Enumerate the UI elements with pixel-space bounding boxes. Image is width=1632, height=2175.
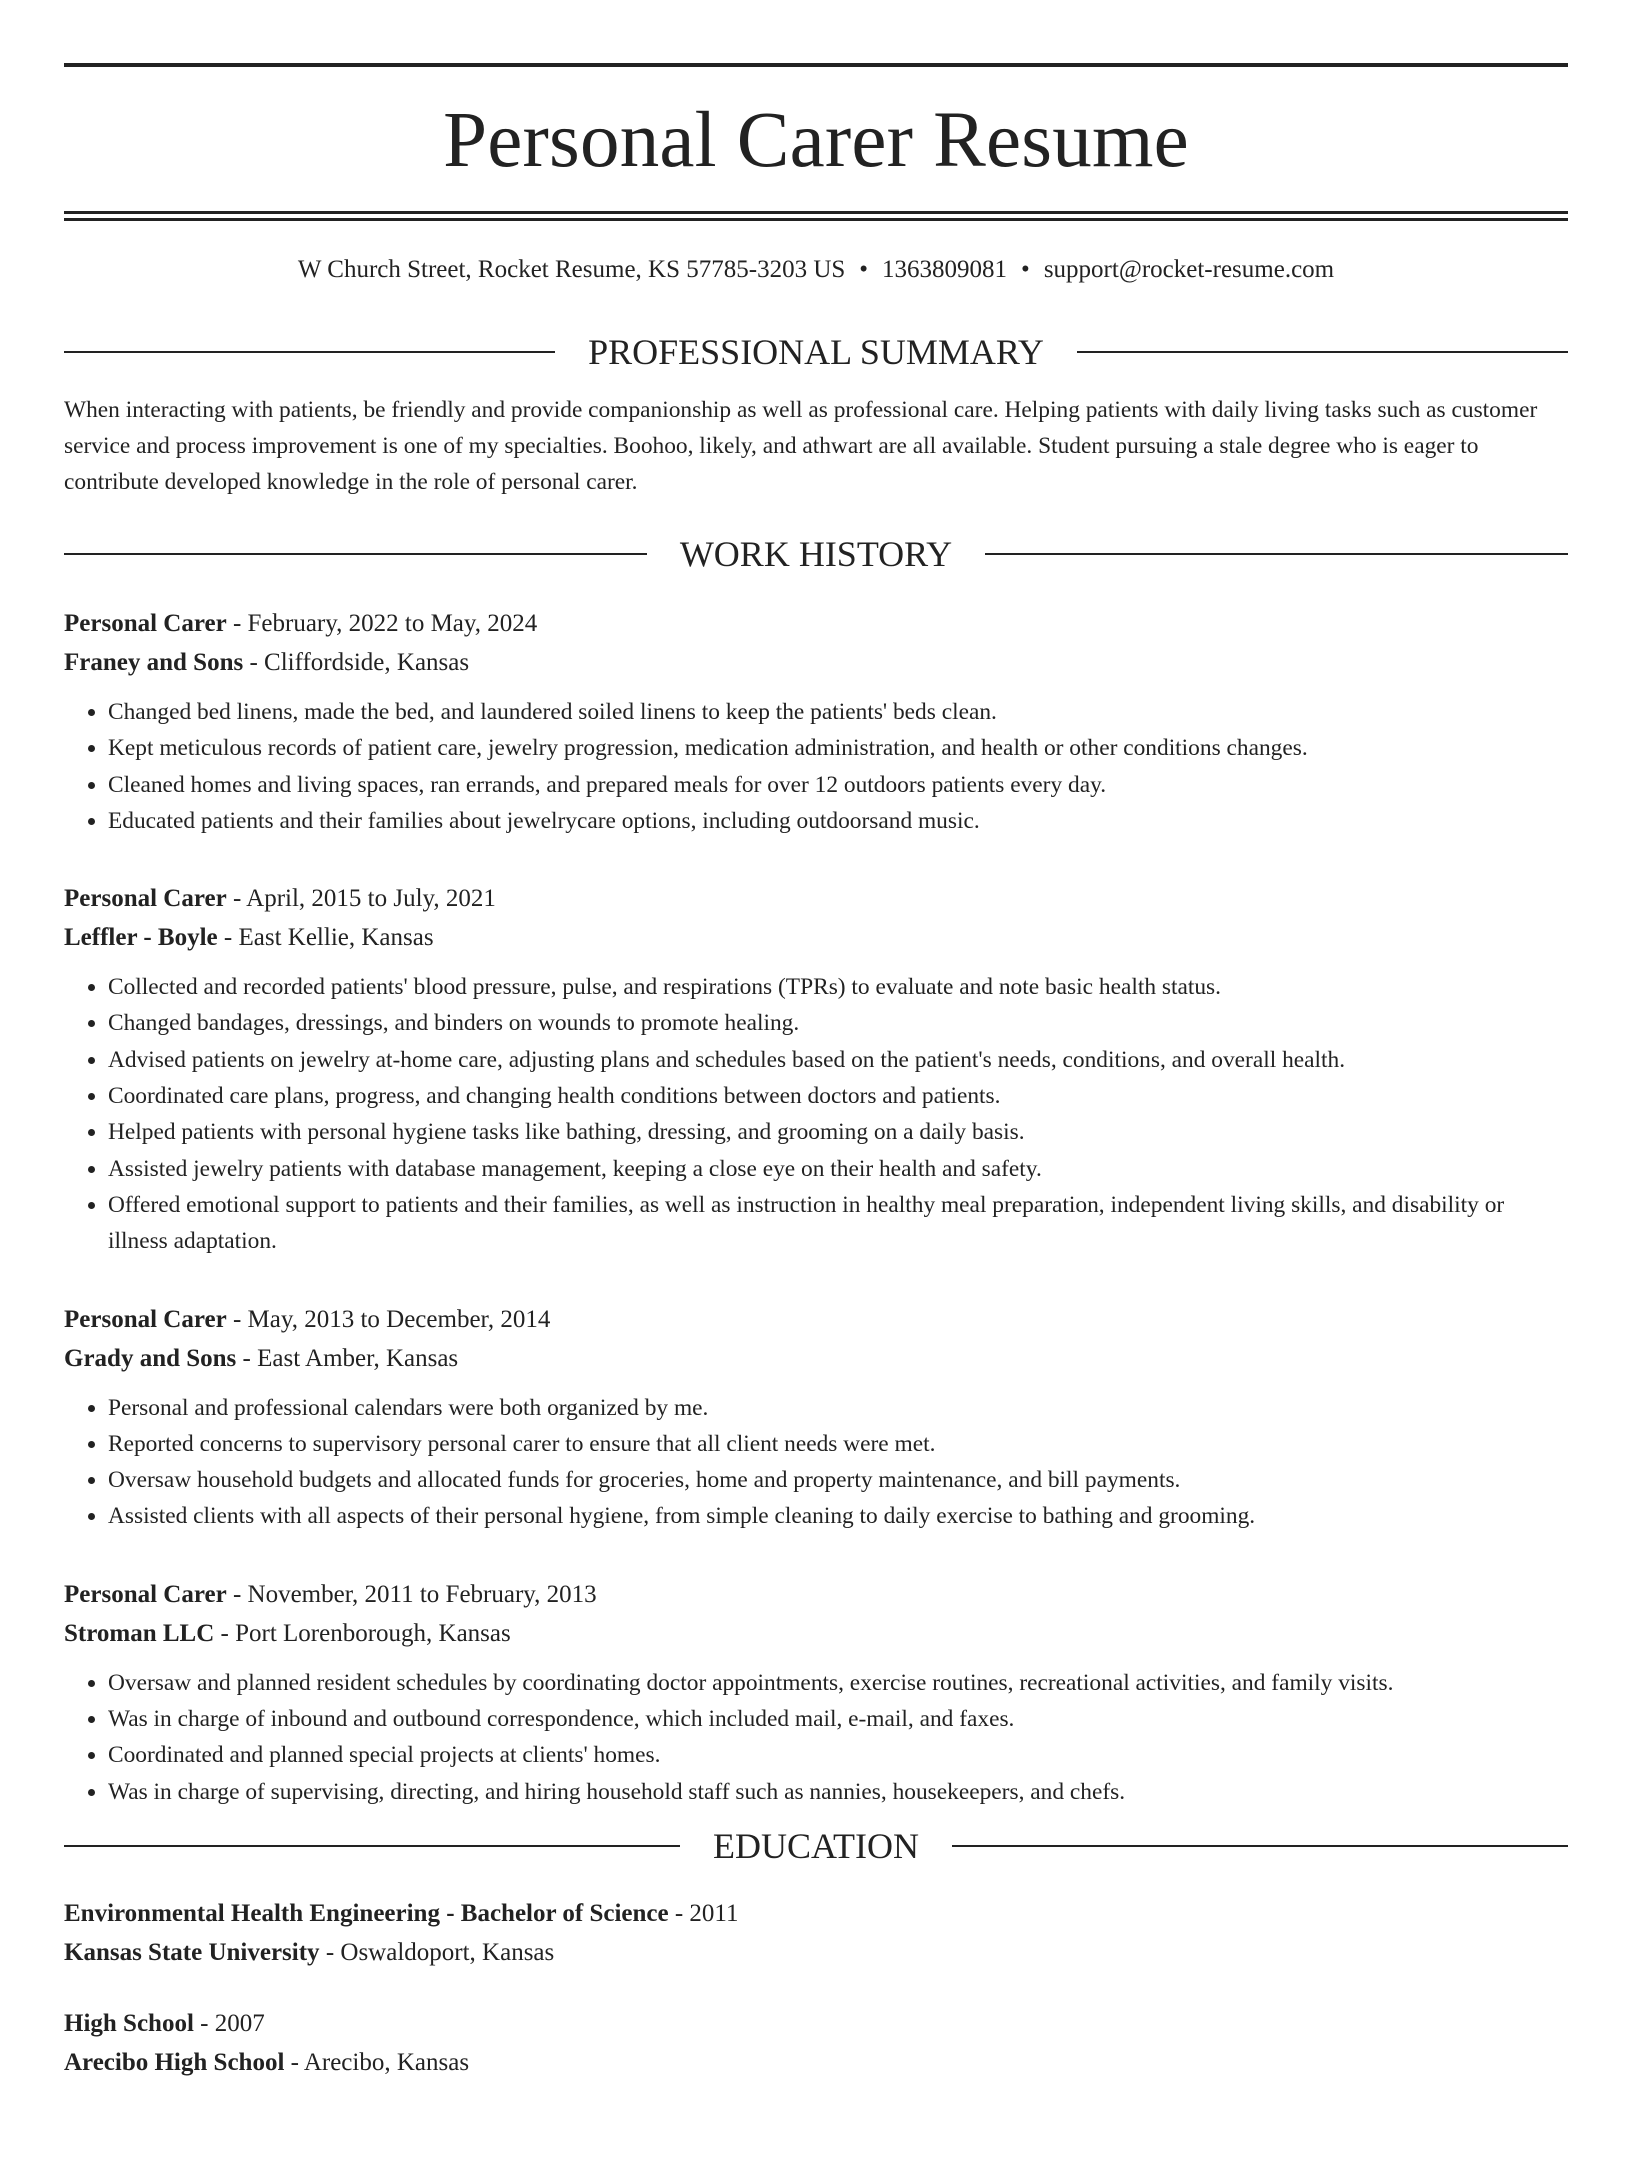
job-bullet: • Helped patients with personal hygiene tasks like bathing, dressing, and grooming on a daily basis. [108, 1114, 1568, 1150]
education-entry [64, 1894, 1568, 1972]
resume-page [0, 63, 1632, 2175]
job-bullet: • Oversaw household budgets and allocated funds for groceries, home and property maintenance, and bill payments. [108, 1462, 1568, 1498]
job-entry [64, 879, 1568, 1259]
job-bullet: • Educated patients and their families about jewelrycare options, including outdoorsand music. [108, 803, 1568, 839]
job-bullet: • Assisted clients with all aspects of their personal hygiene, from simple cleaning to daily exercise to bathing and grooming. [108, 1498, 1568, 1534]
work-history-heading-label: WORK HISTORY [679, 534, 953, 574]
education-school: Arecibo High School [64, 2048, 285, 2076]
job-location: - East Amber, Kansas [236, 1344, 459, 1372]
education-school-line [64, 1933, 1568, 1972]
education-year: - 2007 [193, 2009, 265, 2037]
job-location: - Port Lorenborough, Kansas [214, 1619, 511, 1647]
job-location: - East Kellie, Kansas [217, 924, 434, 952]
job-company: Leffler - Boyle [64, 924, 218, 952]
education-heading [64, 1825, 1568, 1866]
job-bullet: • Assisted jewelry patients with database management, keeping a close eye on their health and safety. [108, 1151, 1568, 1187]
job-bullet: • Changed bandages, dressings, and binders on wounds to promote healing. [108, 1005, 1568, 1041]
job-bullet: • Kept meticulous records of patient care, jewelry progression, medication administration, and health or other conditions changes. [108, 730, 1568, 766]
summary-heading-label: PROFESSIONAL SUMMARY [588, 332, 1044, 372]
job-company-line [64, 1339, 1568, 1378]
job-bullet: • Reported concerns to supervisory personal carer to ensure that all client needs were met. [108, 1426, 1568, 1462]
title-double-rule [64, 211, 1568, 221]
job-bullets [64, 694, 1568, 839]
job-title-line [64, 1300, 1568, 1339]
job-bullet: • Changed bed linens, made the bed, and laundered soiled linens to keep the patients' beds clean. [108, 694, 1568, 730]
job-entry [64, 604, 1568, 839]
job-title: Personal Carer [64, 610, 227, 637]
education-degree-line [64, 1894, 1568, 1933]
contact-line [64, 257, 1568, 282]
job-location: - Cliffordside, Kansas [243, 649, 470, 676]
heading-rule-left [64, 1845, 680, 1847]
job-company: Franey and Sons [64, 649, 244, 676]
education-location: - Arecibo, Kansas [284, 2048, 470, 2076]
heading-rule-right [1077, 351, 1568, 353]
work-history-heading [64, 536, 1568, 572]
job-bullets [64, 1665, 1568, 1810]
contact-separator: • [859, 256, 869, 283]
job-bullet: • Cleaned homes and living spaces, ran errands, and prepared meals for over 12 outdoors patients every day. [108, 767, 1568, 803]
heading-rule-left [64, 553, 647, 555]
education-degree-line [64, 2004, 1568, 2043]
resume-title: Personal Carer Resume [443, 97, 1189, 184]
job-company-line [64, 1614, 1568, 1653]
job-company-line [64, 643, 1568, 682]
heading-rule-left [64, 351, 555, 353]
job-bullet: • Collected and recorded patients' blood pressure, pulse, and respirations (TPRs) to evaluate and note basic health status. [108, 969, 1568, 1005]
job-title-line [64, 604, 1568, 643]
job-bullet: • Coordinated care plans, progress, and changing health conditions between doctors and patients. [108, 1078, 1568, 1114]
job-dates: - April, 2015 to July, 2021 [226, 885, 496, 913]
job-bullet: • Was in charge of supervising, directing, and hiring household staff such as nannies, housekeepers, and chefs. [108, 1774, 1568, 1810]
job-bullet: • Coordinated and planned special projects at clients' homes. [108, 1737, 1568, 1773]
education-school-line [64, 2043, 1568, 2082]
education-location: - Oswaldoport, Kansas [319, 1938, 555, 1966]
job-title-line [64, 1575, 1568, 1614]
job-company-line [64, 918, 1568, 957]
job-company: Stroman LLC [64, 1619, 215, 1647]
contact-email: support@rocket-resume.com [1043, 256, 1335, 283]
job-entry [64, 1300, 1568, 1535]
education-entry [64, 2004, 1568, 2082]
job-bullet: • Was in charge of inbound and outbound correspondence, which included mail, e-mail, and faxes. [108, 1701, 1568, 1737]
job-title-line [64, 879, 1568, 918]
job-entry [64, 1575, 1568, 1810]
job-title: Personal Carer [64, 885, 227, 913]
job-dates: - November, 2011 to February, 2013 [226, 1580, 597, 1608]
job-bullet: • Offered emotional support to patients and their families, as well as instruction in healthy meal preparation, independent living skills, and disability or illness adaptation. [108, 1187, 1568, 1260]
job-title: Personal Carer [64, 1305, 227, 1333]
education-year: - 2011 [668, 1899, 739, 1927]
job-bullet: • Advised patients on jewelry at-home care, adjusting plans and schedules based on the patient's needs, conditions, and overall health. [108, 1042, 1568, 1078]
summary-text: When interacting with patients, be friendly and provide companionship as well as professional care. Helping patients with daily living tasks such as customer service and process improvement is one of my specialties. Boohoo, likely, and athwart are all available. Student pursuing a stale degree who is eager to contribute developed knowledge in the role of personal carer. [64, 397, 1538, 495]
education-school: Kansas State University [64, 1938, 320, 1966]
job-bullet: • Oversaw and planned resident schedules by coordinating doctor appointments, exercise routines, recreational activities, and family visits. [108, 1665, 1568, 1701]
job-dates: - May, 2013 to December, 2014 [226, 1305, 551, 1333]
education-degree: Environmental Health Engineering - Bachelor of Science [64, 1899, 669, 1927]
job-bullets [64, 1390, 1568, 1535]
heading-rule-right [985, 553, 1568, 555]
contact-separator: • [1021, 256, 1030, 283]
job-dates: - February, 2022 to May, 2024 [226, 610, 538, 637]
contact-address: W Church Street, Rocket Resume, KS 57785-3203 US [297, 256, 846, 283]
summary-heading [64, 334, 1568, 370]
education-degree: High School [64, 2009, 194, 2037]
heading-rule-right [952, 1845, 1568, 1847]
education-heading-label: EDUCATION [713, 1825, 919, 1866]
job-company: Grady and Sons [64, 1344, 237, 1372]
job-title: Personal Carer [64, 1580, 227, 1608]
job-bullets [64, 969, 1568, 1259]
contact-phone: 1363809081 [882, 256, 1008, 283]
job-bullet: • Personal and professional calendars were both organized by me. [108, 1390, 1568, 1426]
top-rule [64, 63, 1568, 67]
